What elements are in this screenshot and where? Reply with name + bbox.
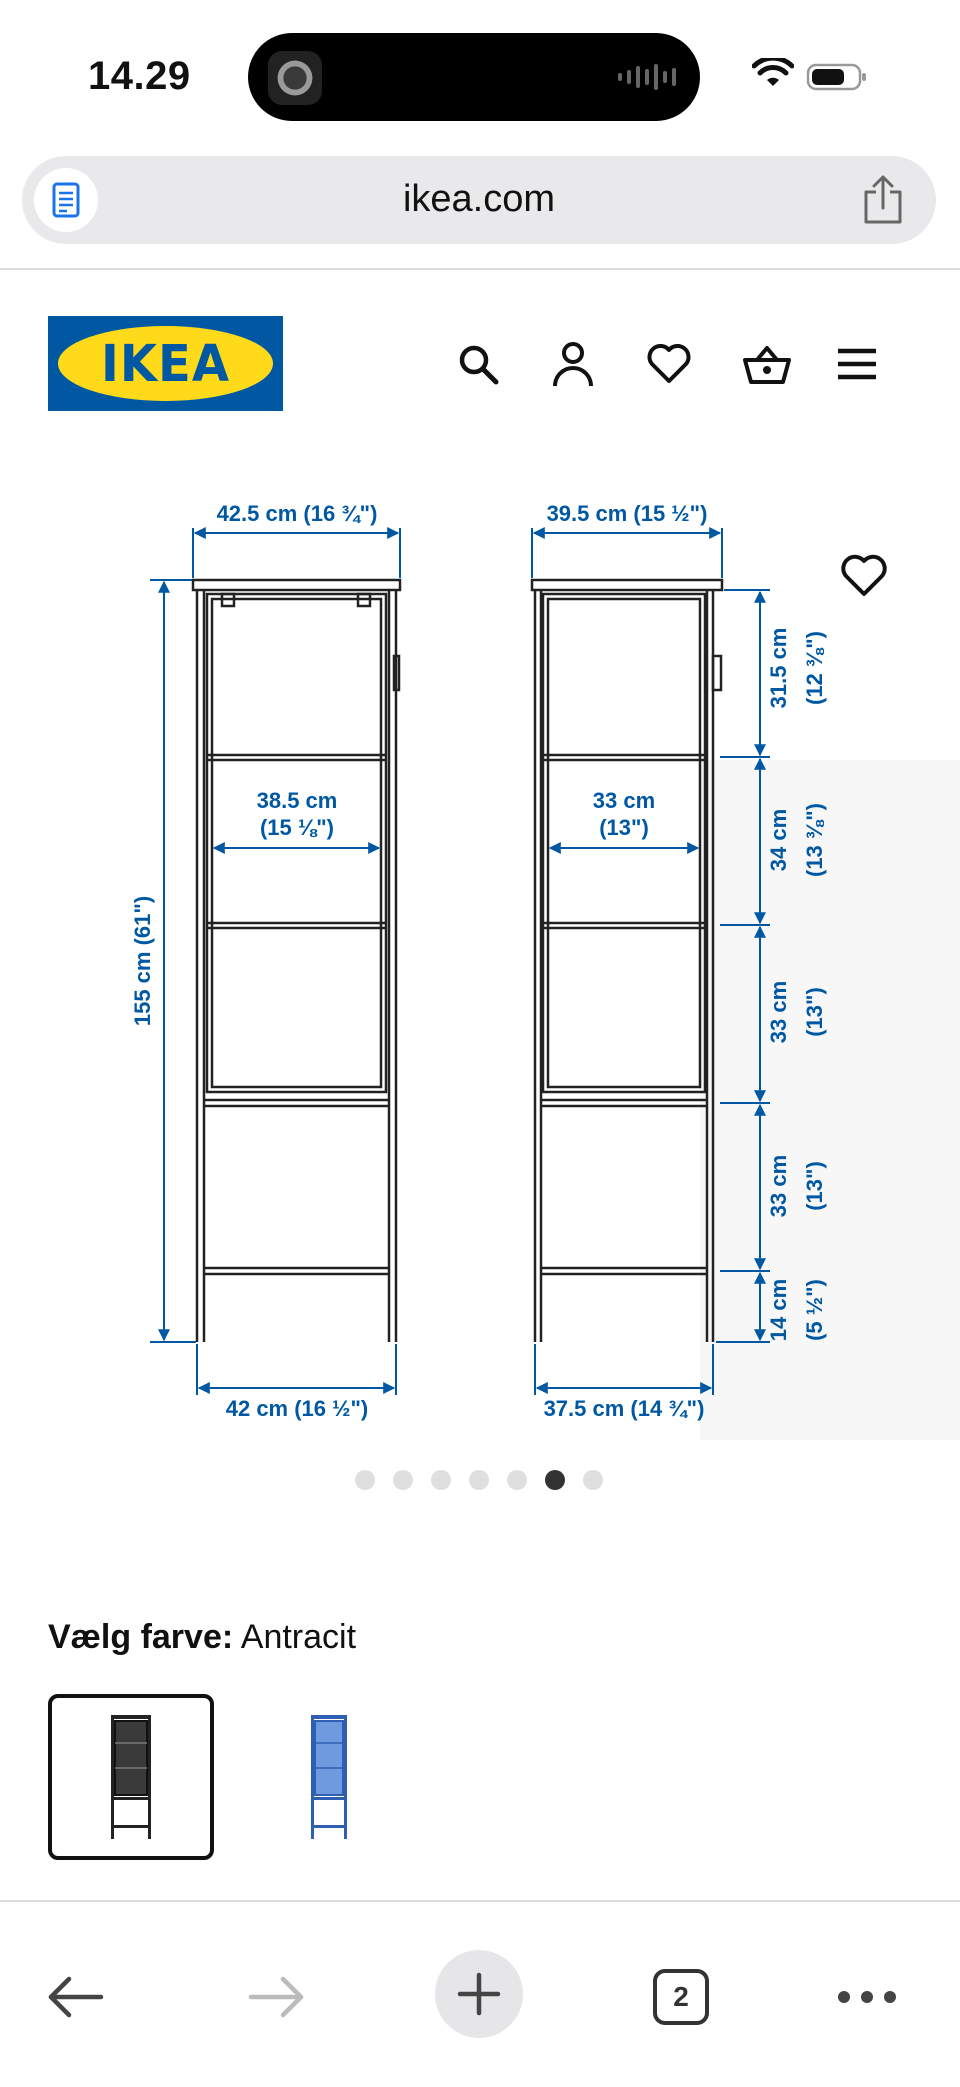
shelf-gap-5-in: (5 ½")	[802, 1279, 827, 1341]
forward-button[interactable]	[232, 1952, 322, 2042]
new-tab-button[interactable]	[435, 1950, 523, 2038]
shelf-gap-1-in: (12 ⅜")	[802, 630, 827, 706]
wifi-icon	[752, 58, 794, 90]
side-top-depth-label: 39.5 cm (15 ½")	[546, 501, 708, 526]
front-bottom-width-label: 42 cm (16 ½")	[225, 1396, 369, 1421]
shelf-gap-5-cm: 14 cm	[766, 1278, 791, 1342]
arrow-left-icon	[45, 1975, 105, 2019]
shelf-gap-1-cm: 31.5 cm	[766, 627, 791, 709]
color-label-title: Vælg farve:	[48, 1618, 234, 1656]
shelf-gap-2-in: (13 ⅜")	[802, 802, 827, 878]
more-dots-icon	[837, 1990, 897, 2004]
carousel-dot[interactable]	[469, 1470, 489, 1490]
url-bar[interactable]	[22, 156, 936, 244]
product-dimension-image[interactable]	[0, 440, 960, 1440]
heart-icon[interactable]	[646, 338, 741, 390]
logo-wordmark: IKEA	[101, 334, 230, 394]
image-backdrop	[700, 760, 960, 1440]
shelf-gap-2-cm: 34 cm	[766, 808, 791, 872]
more-button[interactable]	[822, 1952, 912, 2042]
audio-wave-icon	[618, 63, 676, 91]
shelf-gap-4-in: (13")	[802, 1161, 827, 1211]
tabs-button[interactable]	[636, 1952, 726, 2042]
share-icon[interactable]	[860, 174, 906, 226]
cabinet-thumbnail-antracit	[107, 1713, 155, 1841]
color-swatch-blue[interactable]	[246, 1694, 412, 1860]
color-swatch-antracit[interactable]	[48, 1694, 214, 1860]
status-time: 14.29	[88, 54, 191, 98]
carousel-dot[interactable]	[431, 1470, 451, 1490]
color-selected-value: Antracit	[240, 1618, 357, 1656]
carousel-dot[interactable]	[355, 1470, 375, 1490]
back-button[interactable]	[30, 1952, 120, 2042]
divider	[0, 268, 960, 270]
front-inner-width-in-label: (15 ⅛")	[259, 815, 335, 840]
shelf-gap-3-cm: 33 cm	[766, 980, 791, 1044]
carousel-dot[interactable]	[583, 1470, 603, 1490]
front-top-width-label: 42.5 cm (16 ¾")	[216, 501, 378, 526]
front-view-cabinet	[193, 580, 400, 1342]
shelf-gap-4-cm: 33 cm	[766, 1154, 791, 1218]
header-nav	[456, 338, 931, 390]
browser-toolbar	[0, 1902, 960, 2087]
ikea-logo[interactable]	[48, 316, 283, 411]
wishlist-heart-icon[interactable]	[840, 552, 888, 600]
dynamic-island	[248, 33, 700, 121]
status-bar	[0, 0, 960, 150]
side-bottom-depth-label: 37.5 cm (14 ¾")	[543, 1396, 705, 1421]
search-icon[interactable]	[456, 338, 551, 390]
dimension-lines	[150, 528, 770, 1395]
basket-icon[interactable]	[741, 338, 836, 390]
plus-icon	[456, 1971, 502, 2017]
color-label	[48, 1618, 356, 1657]
url-text[interactable]: ikea.com	[402, 178, 556, 220]
arrow-right-icon	[247, 1975, 307, 2019]
shelf-gap-3-in: (13")	[802, 987, 827, 1037]
side-view-cabinet	[532, 580, 722, 1342]
tab-count: 2	[653, 1969, 709, 2025]
carousel-dot[interactable]	[507, 1470, 527, 1490]
menu-icon[interactable]	[836, 338, 931, 390]
carousel-indicator[interactable]	[355, 1470, 603, 1490]
battery-icon	[806, 62, 868, 92]
camera-icon	[268, 51, 322, 105]
side-inner-depth-cm-label: 33 cm	[592, 788, 656, 813]
cabinet-thumbnail-blue	[307, 1713, 351, 1841]
side-inner-depth-in-label: (13")	[599, 815, 649, 840]
user-icon[interactable]	[551, 338, 646, 390]
front-inner-width-cm-label: 38.5 cm	[256, 788, 338, 813]
carousel-dot[interactable]	[393, 1470, 413, 1490]
carousel-dot-active[interactable]	[545, 1470, 565, 1490]
front-height-label: 155 cm (61")	[130, 895, 155, 1027]
